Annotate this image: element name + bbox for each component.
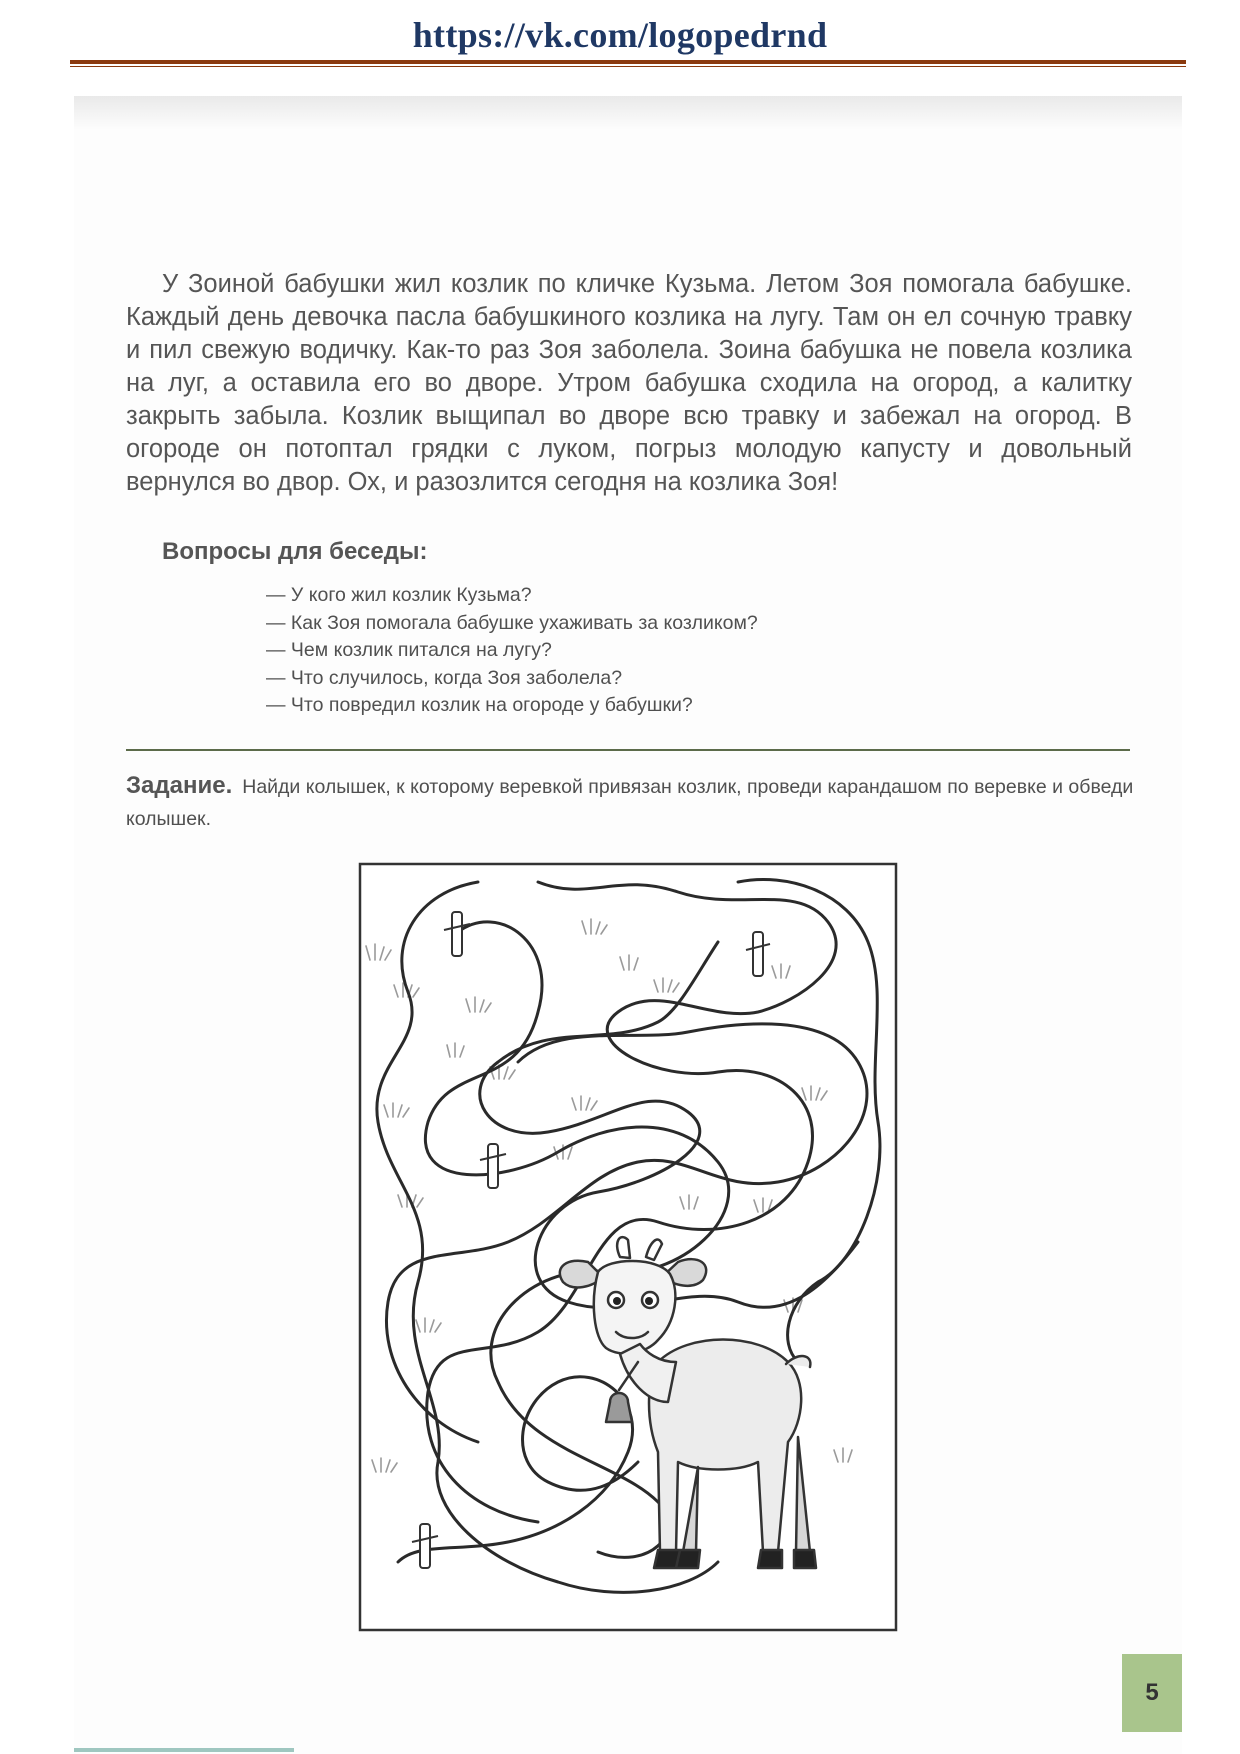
questions-list	[266, 582, 758, 720]
story-paragraph: У Зоиной бабушки жил козлик по кличке Кузьма. Летом Зоя помогала бабушке. Каждый день девочка пасла бабушкиного козлика на лугу. Там он ел сочную травку и пил свежую водичку. Как-то раз Зоя заболела. Зоина бабушка не повела козлика на луг, а оставила его во дворе. Утром бабушка сходила на огород, а калитку закрыть забыла. Козлик выщипал во дворе всю травку и забежал на огород. В огороде он потоптал грядки с луком, погрыз молодую капусту и довольный вернулся во двор. Ох, и разозлится сегодня на козлика Зоя!	[126, 270, 1132, 496]
header-url[interactable]: https://vk.com/logopedrnd	[412, 15, 828, 55]
stake-body	[420, 1524, 430, 1568]
goat-rope-maze-icon	[358, 862, 898, 1632]
question-item: — Что случилось, когда Зоя заболела?	[266, 665, 758, 693]
goat-pupil-left	[613, 1297, 621, 1305]
questions-heading: Вопросы для беседы:	[162, 538, 428, 565]
question-item: — Что повредил козлик на огороде у бабушки?	[266, 692, 758, 720]
bell-icon	[606, 1393, 632, 1422]
page-number: 5	[1145, 1679, 1159, 1706]
task-text: Найди колышек, к которому веревкой привязан козлик, проведи карандашом по веревке и обведи колышек.	[126, 776, 1134, 830]
question-item: — У кого жил козлик Кузьма?	[266, 582, 758, 610]
section-divider	[126, 749, 1130, 751]
task-label: Задание.	[126, 772, 233, 799]
question-item: — Как Зоя помогала бабушке ухаживать за козликом?	[266, 610, 758, 638]
goat-pupil-right	[645, 1297, 653, 1305]
question-item: — Чем козлик питался на лугу?	[266, 637, 758, 665]
scan-shadow	[74, 96, 1182, 130]
stake-body	[452, 912, 462, 956]
stake-body	[753, 932, 763, 976]
stake-body	[488, 1144, 498, 1188]
header-rule	[70, 60, 1186, 64]
page-number-badge	[1122, 1654, 1182, 1732]
task-paragraph	[126, 770, 1136, 835]
header-rule-thin	[70, 66, 1186, 67]
corner-strip	[74, 1748, 294, 1752]
